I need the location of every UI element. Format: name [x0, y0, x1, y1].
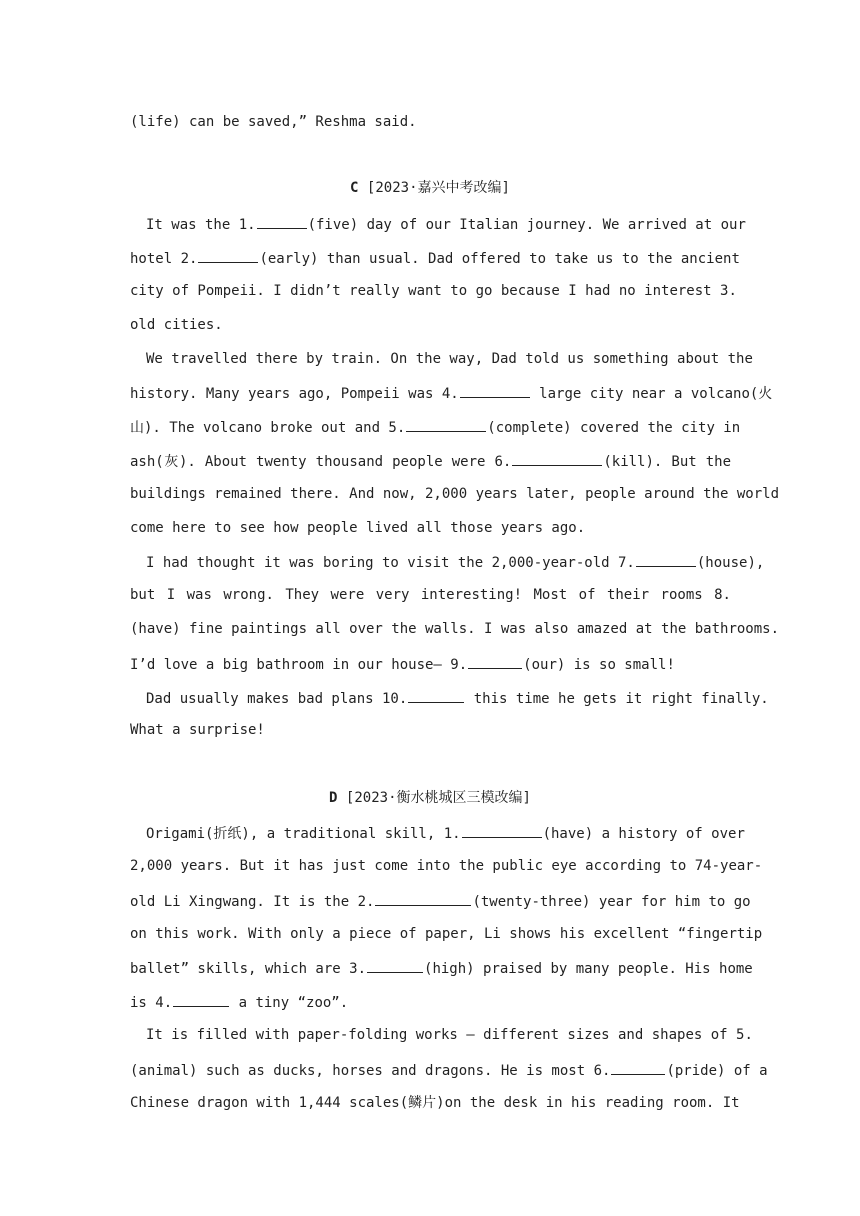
d-line-4: on this work. With only a piece of paper, Li shows his excellent “fingertip: [130, 926, 763, 942]
c-line-14: I’d love a big bathroom in our house— 9. (our) is so small!: [130, 653, 731, 673]
c-line-7: 山). The volcano broke out and 5. (complete) covered the city in: [130, 416, 731, 436]
c-line-13: (have) fine paintings all over the walls. I was also amazed at the bathrooms.: [130, 621, 780, 637]
d-line-3: old Li Xingwang. It is the 2. (twenty-three) year for him to go: [130, 890, 731, 910]
blank-d1[interactable]: [462, 822, 542, 838]
c-line-9: buildings remained there. And now, 2,000 years later, people around the world: [130, 486, 780, 502]
c-line-1: It was the 1. (five) day of our Italian journey. We arrived at our: [146, 213, 731, 233]
c-line-8: ash(灰). About twenty thousand people were 6. (kill). But the: [130, 450, 731, 470]
blank-c4[interactable]: [460, 382, 530, 398]
d-line-8: (animal) such as ducks, horses and dragons. He is most 6. (pride) of a: [130, 1059, 731, 1079]
c-line-12: but I was wrong. They were very interesting! Most of their rooms 8.: [130, 587, 731, 603]
d-line-2: 2,000 years. But it has just come into the public eye according to 74-year-: [130, 858, 763, 874]
c-line-15: Dad usually makes bad plans 10. this time he gets it right finally.: [146, 687, 731, 707]
c-line-16: What a surprise!: [130, 722, 265, 738]
d-line-7: It is filled with paper-folding works — different sizes and shapes of 5.: [146, 1027, 753, 1043]
section-c-heading: [0, 178, 860, 198]
d-line-6: is 4. a tiny “zoo”.: [130, 991, 731, 1011]
blank-c1[interactable]: [257, 213, 307, 229]
fragment-line: (life) can be saved,” Reshma said.: [130, 114, 417, 130]
blank-d2[interactable]: [375, 890, 471, 906]
blank-c7[interactable]: [636, 551, 696, 567]
blank-d3[interactable]: [367, 957, 423, 973]
c-line-3: city of Pompeii. I didn’t really want to go because I had no interest 3.: [130, 283, 737, 299]
c-line-5: We travelled there by train. On the way, Dad told us something about the: [146, 351, 753, 367]
c-line-11: I had thought it was boring to visit the 2,000-year-old 7. (house),: [146, 551, 731, 571]
blank-d4[interactable]: [173, 991, 229, 1007]
d-line-1: Origami(折纸), a traditional skill, 1. (have) a history of over: [146, 822, 731, 842]
section-d-heading: [0, 788, 860, 808]
blank-c2[interactable]: [198, 247, 258, 263]
c-line-6: history. Many years ago, Pompeii was 4. large city near a volcano(火: [130, 382, 731, 402]
d-line-5: ballet” skills, which are 3. (high) praised by many people. His home: [130, 957, 731, 977]
blank-d6[interactable]: [611, 1059, 665, 1075]
section-d-letter: D: [329, 790, 338, 806]
section-c-source: [2023·嘉兴中考改编]: [366, 180, 510, 196]
section-c-letter: C: [350, 180, 359, 196]
c-line-4: old cities.: [130, 317, 223, 333]
blank-c6[interactable]: [512, 450, 602, 466]
c-line-10: come here to see how people lived all those years ago.: [130, 520, 586, 536]
c-line-2: hotel 2. (early) than usual. Dad offered to take us to the ancient: [130, 247, 731, 267]
section-d-source: [2023·衡水桃城区三模改编]: [345, 790, 531, 806]
blank-c5[interactable]: [406, 416, 486, 432]
blank-c9[interactable]: [468, 653, 522, 669]
d-line-9: Chinese dragon with 1,444 scales(鳞片)on the desk in his reading room. It: [130, 1095, 740, 1111]
blank-c10[interactable]: [408, 687, 464, 703]
